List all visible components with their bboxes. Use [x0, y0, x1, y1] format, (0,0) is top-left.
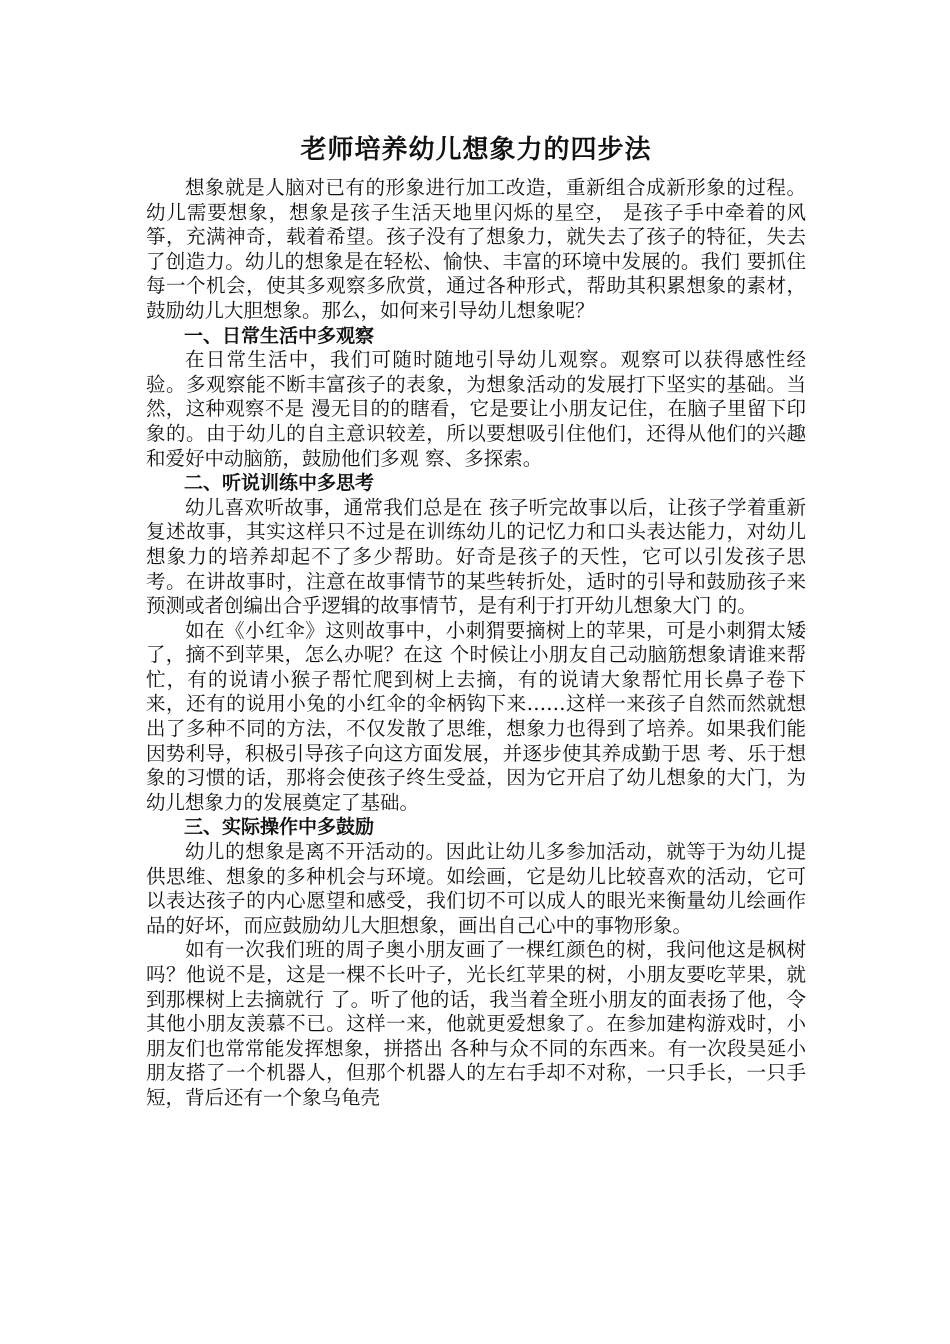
section-heading-observation: 一、日常生活中多观察: [184, 324, 375, 347]
section-heading-practice: 三、实际操作中多鼓励: [184, 816, 375, 839]
section-paragraph: 如有一次我们班的周子奥小朋友画了一棵红颜色的树，我问他这是枫树吗？他说不是，这是一棵不长叶子，光长红苹果的树，小朋友要吃苹果，就到那棵树上去摘就行 了。听了他的话，我当着全班小朋友的面表扬了他，令其他小朋友羡慕不已。这样一来，他就更爱想象了。在参加建构游戏时，小朋友们也常常能发挥想象，拼搭出 各种与众不同的东西来。有一次段昊延小朋友搭了一个机器人，但那个机器人的左右手却不对称，一只手长，一只手短，背后还有一个象乌龟壳: [146, 938, 806, 1109]
section-listening-speaking: [146, 471, 806, 815]
section-paragraph: 在日常生活中，我们可随时随地引导幼儿观察。观察可以获得感性经验。多观察能不断丰富孩子的表象，为想象活动的发展打下坚实的基础。当然，这种观察不是 漫无目的的瞎看，它是要让小朋友记住，在脑子里留下印象的。由于幼儿的自主意识较差，所以要想吸引住他们，还得从他们的兴趣和爱好中动脑筋，鼓励他们多观 察、多探索。: [146, 348, 806, 470]
document-title: 老师培养幼儿想象力的四步法: [300, 135, 652, 165]
section-practice: [146, 815, 806, 1110]
section-paragraph: 幼儿的想象是离不开活动的。因此让幼儿多参加活动，就等于为幼儿提供思维、想象的多种机会与环境。如绘画，它是幼儿比较喜欢的活动，它可以表达孩子的内心愿望和感受，我们切不可以成人的眼光来衡量幼儿绘画作品的好坏，而应鼓励幼儿大胆想象，画出自己心中的事物形象。: [146, 840, 806, 937]
section-heading-listening-speaking: 二、听说训练中多思考: [184, 472, 375, 495]
intro-paragraph: 想象就是人脑对已有的形象进行加工改造，重新组合成新形象的过程。幼儿需要想象，想象是孩子生活天地里闪烁的星空， 是孩子手中牵着的风筝，充满神奇，载着希望。孩子没有了想象力，就失去了孩子的特征，失去了创造力。幼儿的想象是在轻松、愉快、丰富的环境中发展的。我们 要抓住每一个机会，使其多观察多欣赏，通过各种形式，帮助其积累想象的素材，鼓励幼儿大胆想象。那么，如何来引导幼儿想象呢？: [146, 176, 806, 322]
section-paragraph: 如在《小红伞》这则故事中，小刺猬要摘树上的苹果，可是小刺猬太矮了，摘不到苹果，怎么办呢？在这 个时候让小朋友自己动脑筋想象请谁来帮忙，有的说请小猴子帮忙爬到树上去摘，有的说请大象帮忙用长鼻子卷下来，还有的说用小兔的小红伞的伞柄钩下来……这样一来孩子自然而然就想出了多种不同的方法，不仅发散了思维，想象力也得到了培养。如果我们能因势利导，积极引导孩子向这方面发展，并逐步使其养成勤于思 考、乐于想象的习惯的话，那将会使孩子终生受益，因为它开启了幼儿想象的大门，为幼儿想象力的发展奠定了基础。: [146, 618, 806, 814]
document-page: [146, 130, 806, 1111]
section-observation: [146, 324, 806, 472]
section-paragraph: 幼儿喜欢听故事，通常我们总是在 孩子听完故事以后，让孩子学着重新复述故事，其实这样只不过是在训练幼儿的记忆力和口头表达能力，对幼儿想象力的培养却起不了多少帮助。好奇是孩子的天性，它可以引发孩子思考。在讲故事时，注意在故事情节的某些转折处，适时的引导和鼓励孩子来预测或者创编出合乎逻辑的故事情节，是有利于打开幼儿想象大门 的。: [146, 495, 806, 618]
